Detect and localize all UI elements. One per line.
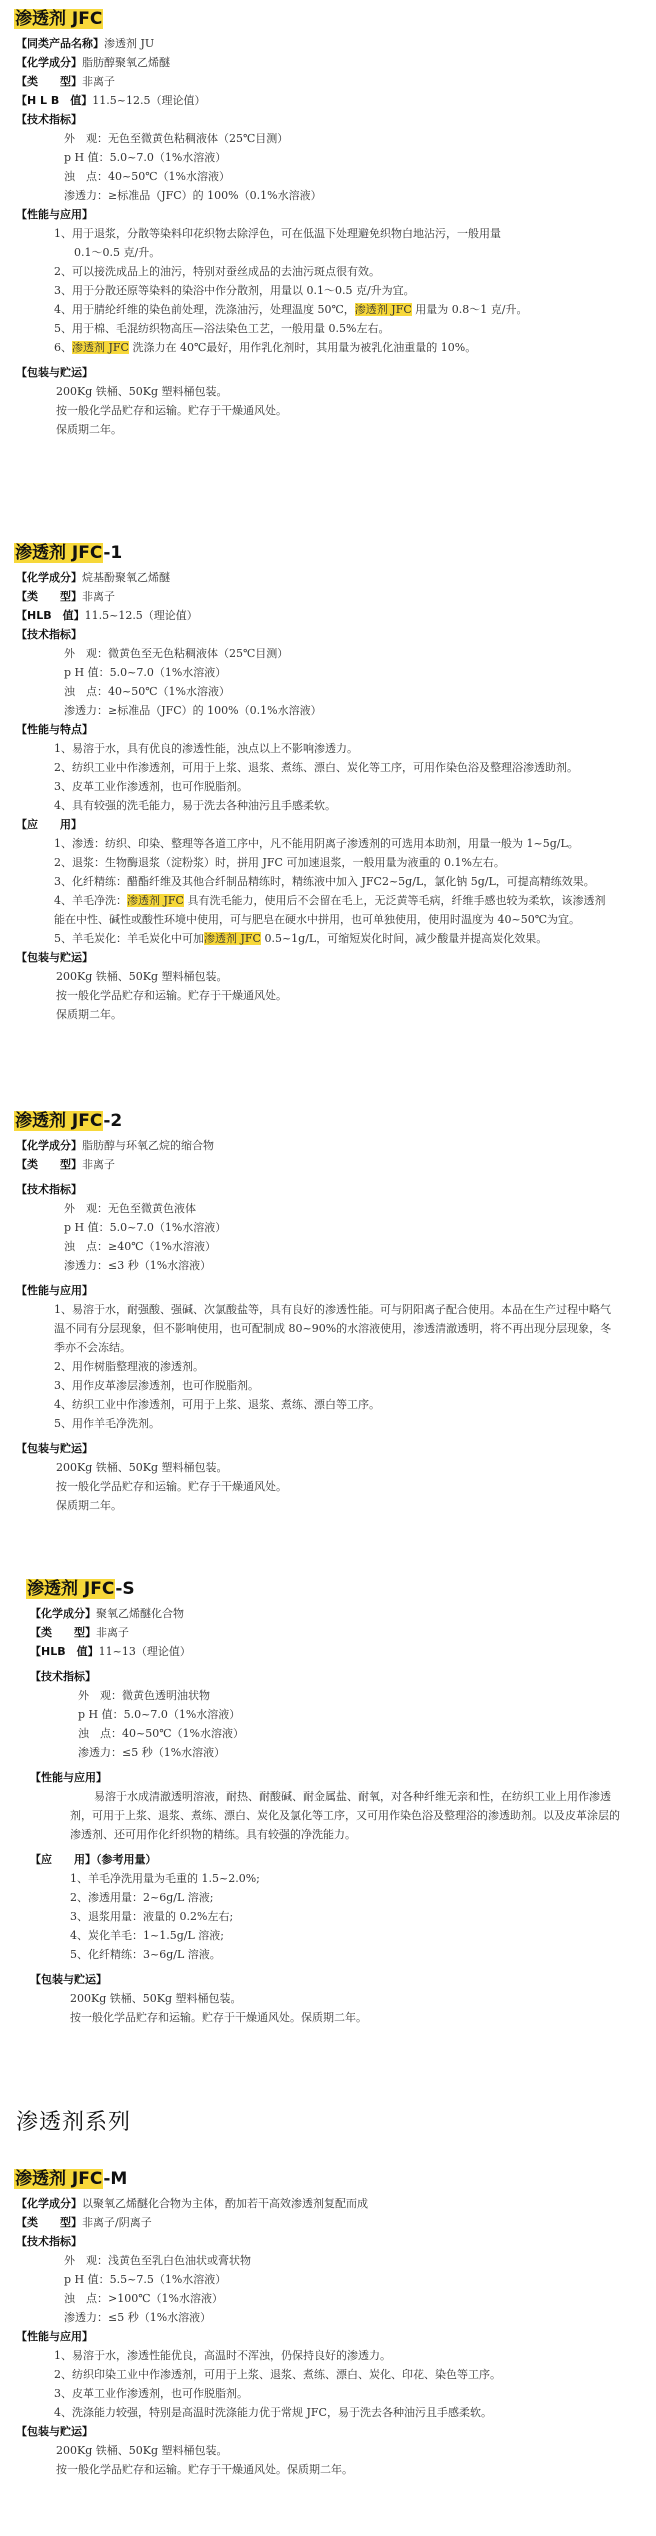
section-title: 渗透剂 JFC-M <box>15 2169 128 2189</box>
title-highlight: 渗透剂 JFC <box>15 1111 103 1131</box>
packaging-line: 按一般化学品贮存和运输。贮存于干燥通风处。 <box>56 1480 287 1493</box>
list-item: 1、易溶于水，具有优良的渗透性能，浊点以上不影响渗透力。 <box>54 742 358 755</box>
spec-line: 外 观：微黄色至无色粘稠液体（25℃目测） <box>64 647 289 660</box>
property-row: 【化学成分】脂肪醇与环氧乙烷的缩合物 <box>16 1139 214 1152</box>
section-jfc <box>0 6 656 439</box>
section-heading: 【包装与贮运】 <box>16 366 93 379</box>
spec-line: 渗透力：≤5 秒（1%水溶液） <box>64 2311 212 2324</box>
packaging-line: 按一般化学品贮存和运输。贮存于干燥通风处。 <box>56 404 287 417</box>
packaging-line: 按一般化学品贮存和运输。贮存于干燥通风处。保质期二年。 <box>70 2011 367 2024</box>
section-jfc-m <box>0 2166 656 2479</box>
section-heading: 【技术指标】 <box>16 1183 82 1196</box>
property-row: 【化学成分】以聚氧乙烯醚化合物为主体，酌加若干高效渗透剂复配而成 <box>16 2197 368 2210</box>
section-heading: 【性能与应用】 <box>16 208 93 221</box>
packaging-line: 200Kg 铁桶、50Kg 塑料桶包装。 <box>56 970 228 983</box>
spec-line: 浊 点：40~50℃（1%水溶液） <box>78 1727 244 1740</box>
spec-line: 浊 点：40~50℃（1%水溶液） <box>64 685 230 698</box>
title-highlight: 渗透剂 JFC <box>15 543 103 563</box>
section-heading: 【技术指标】 <box>16 2235 82 2248</box>
section-heading: 【技术指标】 <box>16 113 82 126</box>
spec-line: p H 值：5.0~7.0（1%水溶液） <box>78 1708 241 1721</box>
section-heading: 【应 用】 <box>16 818 82 831</box>
spec-line: 浊 点：≥40℃（1%水溶液） <box>64 1240 216 1253</box>
series-section <box>0 2108 656 2138</box>
title-highlight: 渗透剂 JFC <box>15 2169 103 2189</box>
title-highlight: 渗透剂 JFC <box>15 9 103 29</box>
section-title: 渗透剂 JFC-1 <box>15 543 123 563</box>
series-heading: 渗透剂系列 <box>16 2110 132 2135</box>
section-jfc-2 <box>0 1108 656 1515</box>
list-item-continuation: 0.1～0.5 克/升。 <box>74 246 161 259</box>
list-item: 1、易溶于水，耐强酸、强碱、次氯酸盐等，具有良好的渗透性能。可与阴阳离子配合使用。本品在生产过程中略气温不同有分层现象，但不影响使用，也可配制成 80~90%的水溶液使用，渗透清澈透明，将不再出现分层现象，冬季亦不会冻结。 <box>54 1303 612 1354</box>
section-title: 渗透剂 JFC-2 <box>15 1111 123 1131</box>
list-item: 5、用作羊毛净洗剂。 <box>54 1417 160 1430</box>
section-heading: 【性能与应用】 <box>30 1771 107 1784</box>
packaging-line: 按一般化学品贮存和运输。贮存于干燥通风处。 <box>56 989 287 1002</box>
property-row: 【化学成分】脂肪醇聚氧乙烯醚 <box>16 56 170 69</box>
property-row: 【H L B 值】11.5~12.5（理论值） <box>16 94 206 107</box>
list-item: 3、皮革工业作渗透剂，也可作脱脂剂。 <box>54 2387 248 2400</box>
list-item: 3、退浆用量：液量的 0.2%左右; <box>70 1910 234 1923</box>
list-item: 1、羊毛净洗用量为毛重的 1.5~2.0%; <box>70 1872 260 1885</box>
section-heading: 【包装与贮运】 <box>30 1973 107 1986</box>
property-row: 【类 型】非离子 <box>30 1626 129 1639</box>
list-item: 1、易溶于水，渗透性能优良，高温时不浑浊，仍保持良好的渗透力。 <box>54 2349 391 2362</box>
list-item: 3、用作皮革渗层渗透剂，也可作脱脂剂。 <box>54 1379 259 1392</box>
section-heading: 【包装与贮运】 <box>16 2425 93 2438</box>
spec-line: 浊 点：40~50℃（1%水溶液） <box>64 170 230 183</box>
property-row: 【类 型】非离子 <box>16 75 115 88</box>
packaging-line: 200Kg 铁桶、50Kg 塑料桶包装。 <box>56 1461 228 1474</box>
list-item: 1、用于退浆，分散等染料印花织物去除浮色，可在低温下处理避免织物白地沾污，一般用量 <box>54 227 501 240</box>
highlight: 渗透剂 JFC <box>127 894 184 907</box>
packaging-line: 按一般化学品贮存和运输。贮存于干燥通风处。保质期二年。 <box>56 2463 353 2476</box>
spec-line: 外 观：无色至微黄色液体 <box>64 1202 196 1215</box>
highlight: 渗透剂 JFC <box>354 303 412 316</box>
property-row: 【同类产品名称】渗透剂 JU <box>16 37 155 50</box>
list-item: 2、用作树脂整理液的渗透剂。 <box>54 1360 204 1373</box>
section-heading: 【性能与特点】 <box>16 723 93 736</box>
list-item: 4、羊毛净洗：渗透剂 JFC 具有洗毛能力，使用后不会留在毛上，无泛黄等毛病，纤维手感也较为柔软，该渗透剂能在中性、碱性或酸性环境中使用，可与肥皂在硬水中拼用，也可单独使用，使用时温度为 40~50℃为宜。 <box>54 894 606 926</box>
list-item: 4、洗涤能力较强，特别是高温时洗涤能力优于常规 JFC，易于洗去各种油污且手感柔软。 <box>54 2406 492 2419</box>
title-highlight: 渗透剂 JFC <box>27 1579 115 1599</box>
section-jfc-1 <box>0 540 656 1024</box>
list-item: 2、退浆：生物酶退浆（淀粉浆）时，拼用 JFC 可加速退浆，一般用量为液重的 0.1%左右。 <box>54 856 505 869</box>
highlight: 渗透剂 JFC <box>72 341 129 354</box>
list-item: 2、纺织印染工业中作渗透剂，可用于上浆、退浆、煮练、漂白、炭化、印花、染色等工序。 <box>54 2368 501 2381</box>
property-row: 【化学成分】烷基酚聚氧乙烯醚 <box>16 571 170 584</box>
property-row: 【HLB 值】11.5~12.5（理论值） <box>16 609 198 622</box>
spec-line: 渗透力：≤5 秒（1%水溶液） <box>78 1746 226 1759</box>
spec-line: p H 值：5.0~7.0（1%水溶液） <box>64 666 227 679</box>
packaging-line: 200Kg 铁桶、50Kg 塑料桶包装。 <box>56 2444 228 2457</box>
list-item: 6、渗透剂 JFC 洗涤力在 40℃最好，用作乳化剂时，其用量为被乳化油重量的 10%。 <box>54 341 477 354</box>
property-row: 【类 型】非离子/阴离子 <box>16 2216 152 2229</box>
list-item: 4、纺织工业中作渗透剂，可用于上浆、退浆、煮练、漂白等工序。 <box>54 1398 380 1411</box>
packaging-line: 200Kg 铁桶、50Kg 塑料桶包装。 <box>56 385 228 398</box>
spec-line: 渗透力：≥标准品（JFC）的 100%（0.1%水溶液） <box>64 189 322 202</box>
spec-line: 渗透力：≤3 秒（1%水溶液） <box>64 1259 212 1272</box>
list-item: 2、渗透用量：2~6g/L 溶液; <box>70 1891 214 1904</box>
section-heading: 【技术指标】 <box>30 1670 96 1683</box>
spec-line: p H 值：5.5~7.5（1%水溶液） <box>64 2273 227 2286</box>
packaging-line: 保质期二年。 <box>56 423 122 436</box>
section-heading: 【性能与应用】 <box>16 2330 93 2343</box>
property-row: 【类 型】非离子 <box>16 1158 115 1171</box>
spec-line: 外 观：浅黄色至乳白色油状或膏状物 <box>64 2254 251 2267</box>
property-row: 【化学成分】聚氧乙烯醚化合物 <box>30 1607 184 1620</box>
section-heading: 【性能与应用】 <box>16 1284 93 1297</box>
section-heading: 【包装与贮运】 <box>16 1442 93 1455</box>
packaging-line: 200Kg 铁桶、50Kg 塑料桶包装。 <box>70 1992 242 2005</box>
packaging-line: 保质期二年。 <box>56 1008 122 1021</box>
section-title <box>0 6 656 32</box>
list-item: 3、用于分散还原等染料的染浴中作分散剂，用量以 0.1～0.5 克/升为宜。 <box>54 284 415 297</box>
list-item: 4、炭化羊毛：1~1.5g/L 溶液; <box>70 1929 224 1942</box>
packaging-line: 保质期二年。 <box>56 1499 122 1512</box>
section-title: 渗透剂 JFC-S <box>27 1579 135 1599</box>
list-item: 4、具有较强的洗毛能力，易于洗去各种油污且手感柔软。 <box>54 799 336 812</box>
section-heading: 【应 用】（参考用量） <box>30 1853 157 1866</box>
list-item: 5、化纤精练：3~6g/L 溶液。 <box>70 1948 221 1961</box>
list-item: 2、可以接洗成品上的油污，特别对蚕丝成品的去油污斑点很有效。 <box>54 265 380 278</box>
section-jfc-s <box>0 1576 656 2027</box>
list-item: 1、渗透：纺织、印染、整理等各道工序中，凡不能用阴离子渗透剂的可选用本助剂，用量一般为 1~5g/L。 <box>54 837 579 850</box>
list-item: 2、纺织工业中作渗透剂，可用于上浆、退浆、煮练、漂白、炭化等工序，可用作染色浴及整理浴渗透助剂。 <box>54 761 578 774</box>
description-paragraph: 易溶于水成清澈透明溶液，耐热、耐酸碱、耐金属盐、耐氧，对各种纤维无亲和性，在纺织工业上用作渗透剂，可用于上浆、退浆、煮练、漂白、炭化及氯化等工序，又可用作染色浴及整理浴的渗透助剂。以及皮革涂层的渗透剂、还可用作化纤织物的精练。具有较强的净洗能力。 <box>70 1790 620 1841</box>
property-row: 【类 型】非离子 <box>16 590 115 603</box>
spec-line: 外 观：微黄色透明油状物 <box>78 1689 210 1702</box>
spec-line: 浊 点：>100℃（1%水溶液） <box>64 2292 223 2305</box>
list-item: 5、用于棉、毛混纺织物高压—浴法染色工艺，一般用量 0.5%左右。 <box>54 322 390 335</box>
spec-line: p H 值：5.0~7.0（1%水溶液） <box>64 151 227 164</box>
property-row: 【HLB 值】11~13（理论值） <box>30 1645 191 1658</box>
list-item: 5、羊毛炭化：羊毛炭化中可加渗透剂 JFC 0.5~1g/L，可缩短炭化时间，减少酸量并提高炭化效果。 <box>54 932 548 945</box>
list-item: 3、皮革工业作渗透剂，也可作脱脂剂。 <box>54 780 248 793</box>
list-item: 3、化纤精练：醋酯纤维及其他合纤制品精练时，精练液中加入 JFC2~5g/L，氯化钠 5g/L，可提高精练效果。 <box>54 875 595 888</box>
spec-line: p H 值：5.0~7.0（1%水溶液） <box>64 1221 227 1234</box>
section-heading: 【包装与贮运】 <box>16 951 93 964</box>
highlight: 渗透剂 JFC <box>204 932 261 945</box>
list-item: 4、用于腈纶纤维的染色前处理，洗涤油污，处理温度 50℃，渗透剂 JFC 用量为 0.8～1 克/升。 <box>54 303 528 316</box>
spec-line: 外 观：无色至微黄色粘稠液体（25℃目测） <box>64 132 289 145</box>
spec-line: 渗透力：≥标准品（JFC）的 100%（0.1%水溶液） <box>64 704 322 717</box>
section-heading: 【技术指标】 <box>16 628 82 641</box>
